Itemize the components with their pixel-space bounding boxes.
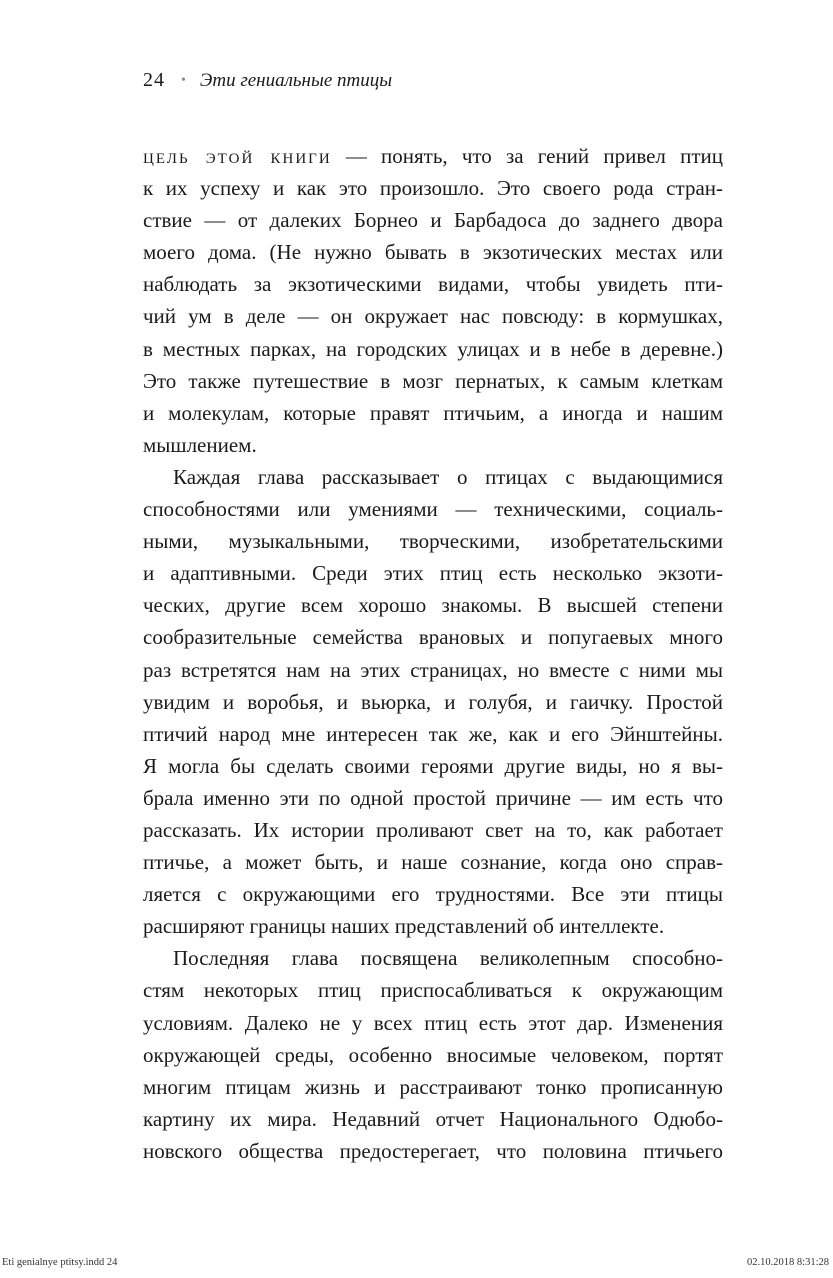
file-name: Eti genialnye ptitsy.indd 24 [2, 1257, 118, 1268]
text-line: условиям. Далеко не у всех птиц есть этот дар. Изменения [143, 1010, 723, 1035]
text-line: ческих, другие всем хорошо знакомы. В высшей степени [143, 593, 723, 618]
text-line: стям некоторых птиц приспосабливаться к окружающим [143, 978, 723, 1003]
text-line: расширяют границы наших представлений об интеллекте. [143, 914, 665, 939]
text-line: многим птицам жизнь и расстраивают тонко прописанную [143, 1074, 723, 1099]
text-line: к их успеху и как это произошло. Это своего рода стран- [143, 176, 723, 201]
text-line: Я могла бы сделать своими героями другие виды, но я вы- [143, 753, 723, 778]
opening-smallcaps: цель этой книги [143, 144, 332, 168]
text-line: Каждая глава рассказывает о птицах с выдающимися [173, 464, 723, 489]
text-line-content: — понять, что за гений привел птиц [331, 144, 723, 168]
running-header [143, 68, 392, 93]
running-title: Эти гениальные птицы [199, 70, 393, 91]
text-line: моего дома. (Не нужно бывать в экзотических местах или [143, 240, 723, 265]
text-line: новского общества предостерегает, что половина птичьего [143, 1138, 723, 1163]
text-line: и адаптивными. Среди этих птиц есть несколько экзоти- [143, 561, 723, 586]
text-line: рассказать. Их истории проливают свет на то, как работает [143, 817, 723, 842]
text-line: Последняя глава посвящена великолепным способно- [173, 946, 723, 971]
text-line: птичье, а может быть, и наше сознание, когда оно справ- [143, 850, 723, 875]
text-line: увидим и воробья, и вьюрка, и голубя, и гаичку. Простой [143, 689, 723, 714]
text-line: в местных парках, на городских улицах и в небе в деревне.) [143, 336, 723, 361]
text-line: Это также путешествие в мозг пернатых, к самым клеткам [143, 368, 723, 393]
text-line: картину их мира. Недавний отчет Национального Одюбо- [143, 1106, 723, 1131]
text-line: наблюдать за экзотическими видами, чтобы увидеть пти- [143, 272, 723, 297]
text-line: окружающей среды, особенно вносимые человеком, портят [143, 1042, 723, 1067]
text-line: раз встретятся нам на этих страницах, но вместе с ними мы [143, 657, 723, 682]
bullet-separator: • [181, 73, 186, 88]
text-line: ляется с окружающими его трудностями. Все эти птицы [143, 882, 723, 907]
text-line: чий ум в деле — он окружает нас повсюду: в кормушках, [143, 304, 723, 329]
text-line: способностями или умениями — техническими, социаль- [143, 497, 723, 522]
text-line: сообразительные семейства врановых и попугаевых много [143, 625, 723, 650]
text-line: птичий народ мне интересен так же, как и его Эйнштейны. [143, 721, 723, 746]
text-line: брала именно эти по одной простой причине — им есть что [143, 785, 723, 810]
page-number: 24 [143, 69, 165, 91]
print-slug [0, 1257, 833, 1275]
body-text [143, 140, 723, 1167]
text-line: ными, музыкальными, творческими, изобретательскими [143, 529, 723, 554]
text-line: ствие — от далеких Борнео и Барбадоса до заднего двора [143, 208, 723, 233]
text-line [143, 140, 723, 172]
print-timestamp: 02.10.2018 8:31:28 [747, 1257, 829, 1268]
text-line: мышлением. [143, 432, 257, 457]
text-line: и молекулам, которые правят птичьим, а иногда и нашим [143, 400, 723, 425]
